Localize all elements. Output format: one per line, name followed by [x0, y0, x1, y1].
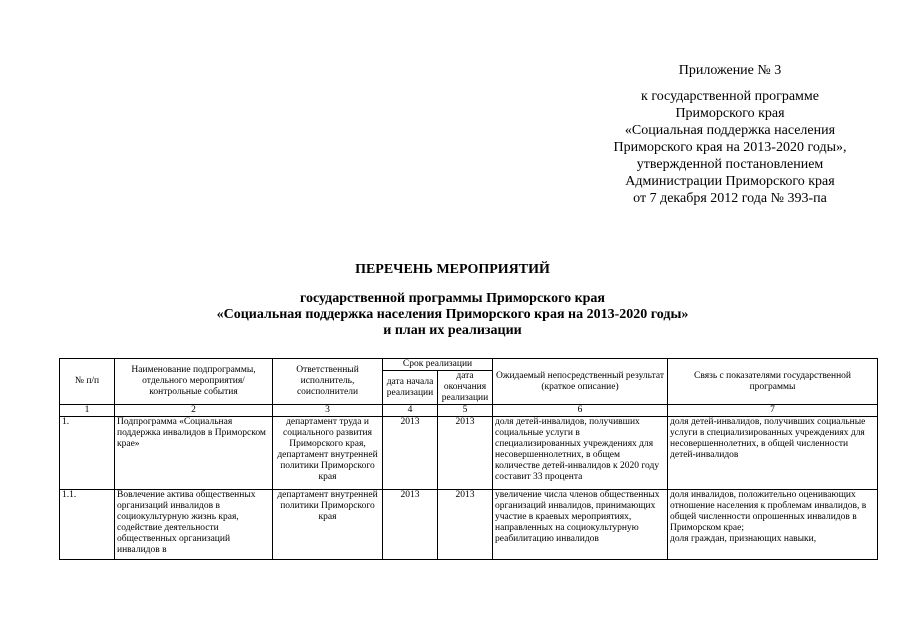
row-end: 2013: [438, 490, 493, 560]
subtitle-line: «Социальная поддержка населения Приморского края на 2013-2020 годы»: [216, 307, 689, 322]
table-row: [60, 417, 878, 490]
row-executor: департамент внутренней политики Приморского края: [273, 490, 383, 560]
appendix-line: Администрации Приморского края: [625, 174, 835, 189]
appendix-line: утвержденной постановлением: [636, 157, 824, 172]
header-executor: Ответственный исполнитель, соисполнители: [273, 359, 383, 405]
row-number: 1.: [60, 417, 115, 490]
header-link: Связь с показателями государственной программы: [668, 359, 878, 405]
row-number: 1.1.: [60, 490, 115, 560]
column-number: 6: [493, 405, 668, 417]
row-link: доля инвалидов, положительно оценивающих отношение населения к проблемам инвалидов, в общей численности опрошенных инвалидов в Приморском крае; доля граждан, признающих навыки,: [668, 490, 878, 560]
row-start: 2013: [383, 417, 438, 490]
row-link: доля детей-инвалидов, получивших социальные услуги в специализированных учреждениях для несовершеннолетних, в общей численности детей-инвалидов: [668, 417, 878, 490]
subtitle-line: государственной программы Приморского края: [300, 291, 605, 306]
row-end: 2013: [438, 417, 493, 490]
header-end: дата окончания реализации: [438, 371, 493, 405]
row-result: увеличение числа членов общественных организаций инвалидов, принимающих участие в краевых мероприятиях, направленных на социокультурную реабилитацию инвалидов: [493, 490, 668, 560]
row-start: 2013: [383, 490, 438, 560]
appendix-line: от 7 декабря 2012 года № 393-па: [633, 191, 827, 206]
column-number: 7: [668, 405, 878, 417]
header-start: дата начала реализации: [383, 371, 438, 405]
row-executor: департамент труда и социального развития Приморского края, департамент внутренней политики Приморского края: [273, 417, 383, 490]
appendix-line: «Социальная поддержка населения: [624, 123, 836, 138]
appendix-line: Приморского края: [675, 106, 785, 121]
table-row: [60, 490, 878, 560]
document-subtitle: [0, 291, 905, 339]
column-number: 2: [115, 405, 273, 417]
activities-table: [59, 358, 878, 560]
subtitle-line: и план их реализации: [383, 323, 522, 338]
document-title: ПЕРЕЧЕНЬ МЕРОПРИЯТИЙ: [355, 262, 550, 277]
appendix-line: к государственной программе: [641, 89, 819, 104]
row-name: Вовлечение актива общественных организаций инвалидов в социокультурную жизнь края, содействие деятельности общественных организаций инвалидов в: [115, 490, 273, 560]
row-name: Подпрограмма «Социальная поддержка инвалидов в Приморском крае»: [115, 417, 273, 490]
header-result: Ожидаемый непосредственный результат (краткое описание): [493, 359, 668, 405]
header-row: [60, 359, 878, 371]
header-name: Наименование подпрограммы, отдельного мероприятия/ контрольные события: [115, 359, 273, 405]
column-number: 5: [438, 405, 493, 417]
column-numbers-row: [60, 405, 878, 417]
appendix-line: Приморского края на 2013-2020 годы»,: [613, 140, 847, 155]
header-num: № п/п: [60, 359, 115, 405]
appendix-heading: Приложение № 3: [678, 63, 782, 78]
appendix-block: [560, 62, 900, 207]
column-number: 1: [60, 405, 115, 417]
column-number: 3: [273, 405, 383, 417]
row-result: доля детей-инвалидов, получивших социальные услуги в специализированных учреждениях для несовершеннолетних, в общем количестве детей-инвалидов к 2020 году составит 33 процента: [493, 417, 668, 490]
column-number: 4: [383, 405, 438, 417]
header-period: Срок реализации: [383, 359, 493, 371]
